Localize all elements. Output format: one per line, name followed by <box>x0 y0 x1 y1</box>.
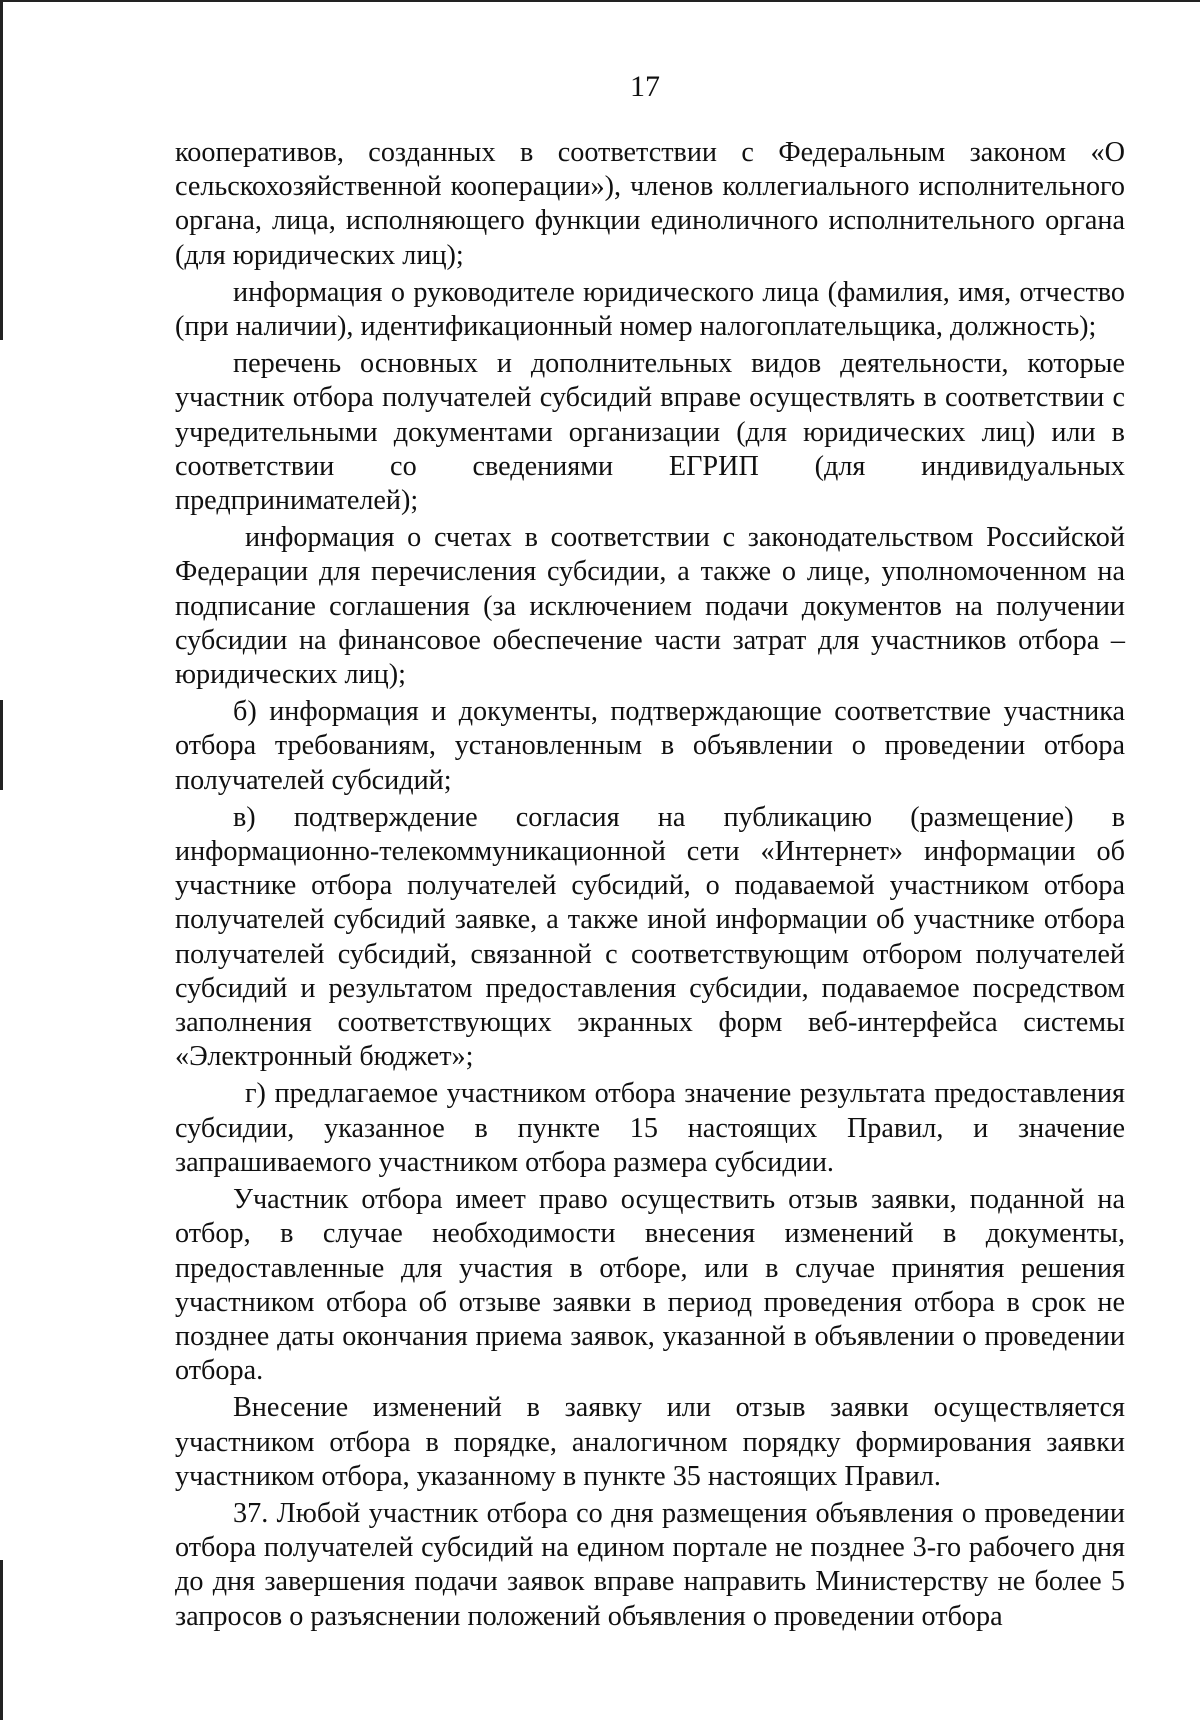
paragraph: в) подтверждение согласия на публикацию (размещение) в информационно-телекоммуникационной сети «Интернет» информации об участнике отбора получателей субсидий, о подаваемой участником отбора получателей субсидий заявке, а также иной информации об участнике отбора получателей субсидий, связанной с соответствующим отбором получателей субсидий и результатом предоставления субсидии, подаваемое посредством заполнения соответствующих экранных форм веб-интерфейса системы «Электронный бюджет»; <box>175 801 1125 1073</box>
scan-top-edge <box>0 0 1200 2</box>
paragraph: 37. Любой участник отбора со дня размещения объявления о проведении отбора получателей субсидий на едином портале не позднее 3-го рабочего дня до дня завершения подачи заявок вправе направить Министерству не более 5 запросов о разъяснении положений объявления о проведении отбора <box>175 1497 1125 1632</box>
paragraph: Участник отбора имеет право осуществить отзыв заявки, поданной на отбор, в случае необходимости внесения изменений в документы, предоставленные для участия в отборе, или в случае принятия решения участником отбора об отзыве заявки в период проведения отбора в срок не позднее даты окончания приема заявок, указанной в объявлении о проведении отбора. <box>175 1184 1125 1387</box>
paragraph: информация о счетах в соответствии с законодательством Российской Федерации для перечисления субсидии, а также о лице, уполномоченном на подписание соглашения (за исключением подачи документов на получении субсидии на финансовое обеспечение части затрат для участников отбора – юридических лиц); <box>175 522 1125 691</box>
scan-left-edge <box>0 0 3 340</box>
scan-left-edge <box>0 700 3 790</box>
paragraph: кооперативов, созданных в соответствии с Федеральным законом «О сельскохозяйственной кооперации»), членов коллегиального исполнительного органа, лица, исполняющего функции единоличного исполнительного органа (для юридических лиц); <box>175 137 1125 271</box>
paragraph: Внесение изменений в заявку или отзыв заявки осуществляется участником отбора в порядке, аналогичном порядку формирования заявки участником отбора, указанному в пункте 35 настоящих Правил. <box>175 1392 1125 1492</box>
scan-left-edge <box>0 1560 3 1720</box>
paragraph: информация о руководителе юридического лица (фамилия, имя, отчество (при наличии), идентификационный номер налогоплательщика, должность); <box>175 276 1125 343</box>
paragraph: г) предлагаемое участником отбора значение результата предоставления субсидии, указанное в пункте 15 настоящих Правил, и значение запрашиваемого участником отбора размера субсидии. <box>175 1078 1125 1178</box>
paragraph: б) информация и документы, подтверждающие соответствие участника отбора требованиям, установленным в объявлении о проведении отбора получателей субсидий; <box>175 696 1125 796</box>
page-number: 17 <box>630 70 660 103</box>
document-body <box>175 136 1125 1634</box>
paragraph: перечень основных и дополнительных видов деятельности, которые участник отбора получателей субсидий вправе осуществлять в соответствии с учредительными документами организации (для юридических лиц) или в соответствии со сведениями ЕГРИП (для индивидуальных предпринимателей); <box>175 348 1125 517</box>
